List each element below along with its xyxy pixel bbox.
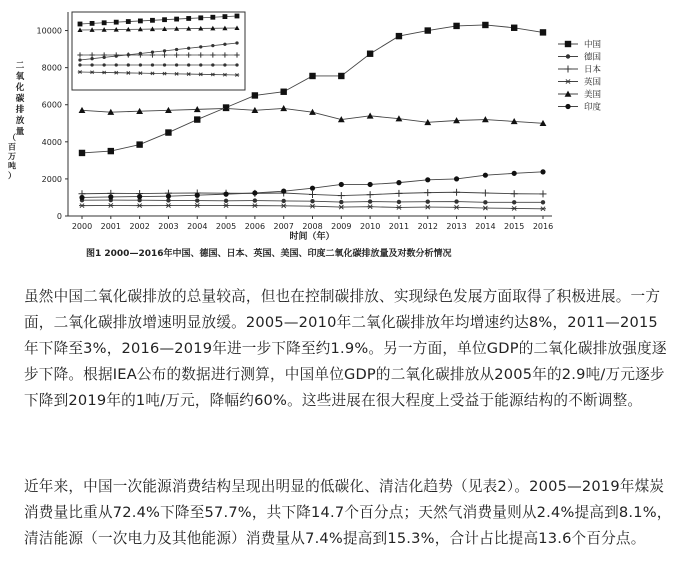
legend-item bbox=[558, 39, 602, 50]
legend-label: 日本 bbox=[584, 65, 602, 75]
data-point bbox=[253, 198, 257, 202]
data-point bbox=[280, 105, 287, 111]
data-point bbox=[540, 207, 546, 211]
data-point bbox=[482, 206, 488, 210]
x-tick-label: 2015 bbox=[504, 222, 525, 231]
y-axis-label-char: 放 bbox=[15, 116, 25, 126]
legend-item bbox=[558, 102, 602, 113]
data-point bbox=[195, 198, 199, 202]
inset-data-point bbox=[223, 43, 226, 46]
y-tick-label: 2000 bbox=[41, 174, 62, 184]
inset-data-point bbox=[210, 15, 215, 20]
inset-data-point bbox=[211, 44, 214, 47]
legend-label: 印度 bbox=[584, 102, 602, 113]
inset-data-point bbox=[102, 20, 107, 25]
inset-data-point bbox=[235, 63, 238, 66]
data-point bbox=[483, 173, 488, 178]
inset-data-point bbox=[127, 63, 130, 66]
inset-data-point bbox=[163, 63, 166, 66]
inset-data-point bbox=[151, 63, 154, 66]
data-point bbox=[309, 191, 316, 198]
data-point bbox=[310, 186, 315, 191]
data-point bbox=[339, 200, 343, 204]
y-axis-unit-char: ） bbox=[8, 171, 16, 180]
series-4 bbox=[79, 105, 547, 126]
data-point bbox=[395, 190, 402, 197]
data-point bbox=[540, 169, 545, 174]
emissions-chart bbox=[0, 0, 686, 262]
data-point bbox=[281, 199, 285, 203]
data-point bbox=[540, 29, 546, 35]
data-point bbox=[397, 200, 401, 204]
data-point bbox=[338, 205, 344, 209]
data-point bbox=[137, 204, 143, 208]
legend-marker bbox=[565, 104, 570, 109]
inset-data-point bbox=[235, 14, 240, 19]
x-tick-label: 2009 bbox=[331, 222, 352, 231]
x-tick-label: 2010 bbox=[359, 222, 381, 231]
inset-data-point bbox=[235, 41, 238, 44]
chart-legend bbox=[558, 39, 602, 113]
data-point bbox=[108, 194, 113, 199]
data-point bbox=[338, 192, 345, 199]
data-point bbox=[454, 199, 458, 203]
x-tick-label: 2000 bbox=[71, 222, 93, 231]
data-point bbox=[166, 198, 170, 202]
x-axis-label: 时间（年） bbox=[289, 232, 335, 242]
x-tick-label: 2006 bbox=[244, 222, 266, 231]
data-point bbox=[368, 182, 373, 187]
inset-data-point bbox=[78, 63, 81, 66]
data-point bbox=[541, 200, 545, 204]
data-point bbox=[280, 89, 286, 95]
data-point bbox=[108, 148, 114, 154]
inset-data-point bbox=[223, 14, 228, 19]
y-tick-label: 4000 bbox=[41, 137, 62, 147]
data-point bbox=[281, 204, 287, 208]
y-axis-label-char: 碳 bbox=[15, 94, 25, 104]
y-tick-label: 10000 bbox=[36, 26, 62, 36]
inset-data-point bbox=[126, 19, 131, 24]
data-point bbox=[339, 182, 344, 187]
data-point bbox=[79, 195, 84, 200]
data-point bbox=[252, 92, 258, 98]
data-point bbox=[425, 177, 430, 182]
data-point bbox=[454, 205, 460, 209]
data-point bbox=[367, 205, 373, 209]
data-point bbox=[281, 189, 286, 194]
data-point bbox=[426, 200, 430, 204]
data-point bbox=[512, 171, 517, 176]
y-axis-unit-char: 吨 bbox=[8, 161, 16, 171]
x-tick-label: 2012 bbox=[417, 222, 438, 231]
series-3 bbox=[79, 203, 546, 211]
series-1 bbox=[80, 198, 545, 205]
data-point bbox=[453, 189, 460, 196]
inset-data-point bbox=[138, 19, 143, 24]
legend-item bbox=[558, 77, 602, 88]
legend-marker bbox=[566, 54, 570, 58]
x-tick-label: 2001 bbox=[100, 222, 121, 231]
chart-title: 图1 2000—2016年中国、德国、日本、英国、美国、印度二氧化碳排放量及对数分析情况 bbox=[86, 249, 452, 259]
data-point bbox=[310, 199, 314, 203]
x-tick-label: 2004 bbox=[187, 222, 208, 231]
y-tick-label: 0 bbox=[56, 212, 62, 221]
inset-data-point bbox=[90, 63, 93, 66]
inset-data-point bbox=[174, 17, 179, 22]
data-point bbox=[483, 200, 487, 204]
data-point bbox=[79, 107, 86, 113]
x-tick-label: 2011 bbox=[388, 222, 410, 231]
paragraph-2: 近年来，中国一次能源消费结构呈现出明显的低碳化、清洁化趋势（见表2）。2005—2019年煤炭消费量比重从72.4%下降至57.7%，共下降14.7个百分点；天然气消费量则从2.4%提高到8.1%，清洁能源（一次电力及其他能源）消费量从7.4%提高到15.3%，合计占比提高13.6个百分点。 bbox=[24, 478, 672, 547]
data-point bbox=[194, 203, 200, 207]
y-axis-label-char: 量 bbox=[15, 127, 25, 137]
inset-data-point bbox=[199, 63, 202, 66]
legend-label: 中国 bbox=[584, 40, 602, 50]
legend-label: 英国 bbox=[584, 77, 602, 88]
data-point bbox=[482, 22, 488, 28]
inset-frame bbox=[72, 12, 245, 90]
data-point bbox=[396, 33, 402, 39]
data-point bbox=[136, 141, 142, 147]
x-tick-label: 2003 bbox=[158, 222, 179, 231]
data-point bbox=[79, 204, 85, 208]
x-tick-label: 2014 bbox=[475, 222, 496, 231]
data-point bbox=[540, 190, 547, 197]
y-tick-label: 8000 bbox=[41, 63, 62, 73]
data-point bbox=[367, 191, 374, 198]
inset-data-point bbox=[198, 15, 203, 20]
y-axis-unit-char: （ bbox=[8, 133, 16, 142]
legend-label: 德国 bbox=[584, 52, 602, 63]
x-tick-label: 2002 bbox=[129, 222, 150, 231]
inset-data-point bbox=[163, 49, 166, 52]
data-point bbox=[368, 199, 372, 203]
inset-data-point bbox=[139, 63, 142, 66]
paragraph-1: 虽然中国二氧化碳排放的总量较高，但也在控制碳排放、实现绿色发展方面取得了积极进展。一方面，二氧化碳排放增速明显放缓。2005—2010年二氧化碳排放年均增速约达8%，2011—2015年下降至3%，2016—2019年进一步下降至约1.9%。另一方面，单位GDP的二氧化碳排放强度逐步下降。根据IEA公布的数据进行测算，中国单位GDP的二氧化碳排放从2005年的2.9吨/万元逐步下降到2019年的1吨/万元，降幅约60%。这些进展在很大程度上受益于能源结构的不断调整。 bbox=[24, 288, 667, 409]
data-point bbox=[425, 205, 431, 209]
legend-marker bbox=[565, 41, 571, 47]
inset-data-point bbox=[187, 63, 190, 66]
inset-data-point bbox=[162, 17, 167, 22]
inset-data-point bbox=[115, 63, 118, 66]
data-point bbox=[194, 116, 200, 122]
inset-data-point bbox=[223, 63, 226, 66]
data-point bbox=[454, 176, 459, 181]
data-point bbox=[252, 190, 257, 195]
inset-data-point bbox=[90, 21, 95, 26]
y-axis-unit-char: 百 bbox=[8, 142, 16, 152]
data-point bbox=[166, 194, 171, 199]
data-point bbox=[137, 194, 142, 199]
x-tick-label: 2016 bbox=[532, 222, 554, 231]
data-point bbox=[396, 205, 402, 209]
data-point bbox=[223, 203, 229, 207]
data-point bbox=[252, 204, 258, 208]
data-point bbox=[310, 204, 316, 208]
y-axis-label-char: 二 bbox=[15, 61, 25, 71]
inset-data-point bbox=[175, 48, 178, 51]
inset-data-point bbox=[150, 18, 155, 23]
x-tick-label: 2013 bbox=[446, 222, 467, 231]
inset-data-point bbox=[78, 58, 81, 61]
data-point bbox=[223, 192, 228, 197]
inset-data-point bbox=[103, 63, 106, 66]
data-point bbox=[425, 27, 431, 33]
data-point bbox=[165, 129, 171, 135]
data-point bbox=[512, 200, 516, 204]
data-point bbox=[453, 23, 459, 29]
data-point bbox=[79, 150, 85, 156]
x-tick-label: 2008 bbox=[302, 222, 323, 231]
data-point bbox=[108, 203, 114, 207]
data-point bbox=[338, 73, 344, 79]
y-tick-label: 6000 bbox=[41, 100, 62, 110]
data-point bbox=[396, 180, 401, 185]
data-point bbox=[511, 190, 518, 197]
legend-item bbox=[558, 52, 602, 63]
data-point bbox=[511, 25, 517, 31]
data-point bbox=[511, 206, 517, 210]
chart-inset bbox=[72, 12, 245, 90]
inset-data-point bbox=[211, 63, 214, 66]
legend-marker bbox=[565, 66, 572, 73]
y-axis-label-char: 排 bbox=[15, 105, 25, 115]
data-point bbox=[224, 199, 228, 203]
legend-item bbox=[558, 89, 602, 100]
y-axis-label-char: 化 bbox=[15, 83, 25, 93]
legend-item bbox=[558, 64, 602, 75]
inset-data-point bbox=[78, 22, 83, 27]
data-point bbox=[367, 51, 373, 57]
legend-label: 美国 bbox=[584, 90, 602, 100]
inset-data-point bbox=[199, 45, 202, 48]
inset-data-point bbox=[175, 63, 178, 66]
inset-data-point bbox=[114, 20, 119, 25]
y-axis-label-char: 氧 bbox=[15, 72, 25, 82]
legend-marker bbox=[565, 79, 571, 83]
data-point bbox=[424, 189, 431, 196]
data-point bbox=[482, 190, 489, 197]
data-point bbox=[309, 73, 315, 79]
x-tick-label: 2007 bbox=[273, 222, 294, 231]
x-tick-label: 2005 bbox=[215, 222, 237, 231]
data-point bbox=[165, 203, 171, 207]
data-point bbox=[195, 193, 200, 198]
data-point bbox=[367, 112, 374, 118]
y-axis-unit-char: 万 bbox=[8, 152, 16, 161]
inset-data-point bbox=[187, 47, 190, 50]
inset-data-point bbox=[186, 16, 191, 21]
